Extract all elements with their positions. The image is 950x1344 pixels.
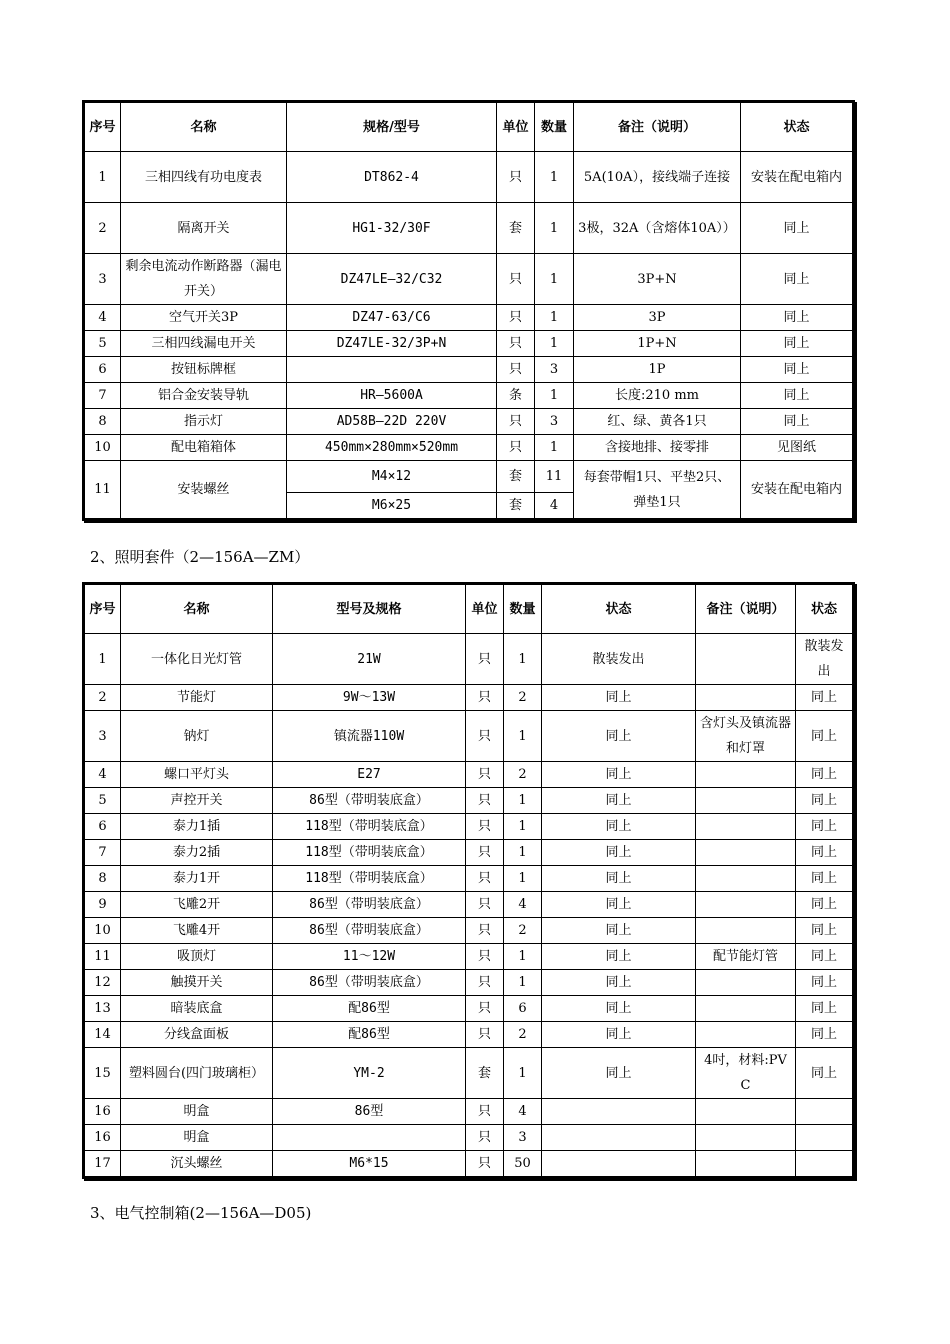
table-row	[84, 634, 854, 685]
table-cell: 1	[535, 435, 574, 461]
table-cell: 86型	[273, 1099, 466, 1125]
materials-table-1	[82, 100, 855, 521]
table-cell: 3	[84, 711, 121, 762]
table-cell: 1	[535, 152, 574, 203]
table-cell: 5	[84, 788, 121, 814]
table-cell: 同上	[542, 762, 696, 788]
table-cell: DZ47LE—32/C32	[287, 254, 497, 305]
table-cell: 86型（带明装底盒）	[273, 970, 466, 996]
table-cell: 长度:210 mm	[574, 383, 741, 409]
table-cell: 只	[497, 409, 535, 435]
table-cell: 三相四线有功电度表	[121, 152, 287, 203]
table-cell: 1	[535, 331, 574, 357]
table-cell: 86型（带明装底盒）	[273, 788, 466, 814]
table-cell	[542, 1151, 696, 1178]
table-cell: 15	[84, 1048, 121, 1099]
table-cell: M6×25	[287, 493, 497, 520]
table-cell: 7	[84, 840, 121, 866]
table-cell: 同上	[796, 762, 854, 788]
table-cell: 同上	[741, 383, 854, 409]
table-cell: 1P	[574, 357, 741, 383]
table-cell: 隔离开关	[121, 203, 287, 254]
table-cell	[273, 1125, 466, 1151]
table-cell: 118型（带明装底盒）	[273, 840, 466, 866]
table-cell: 8	[84, 409, 121, 435]
table-cell: 4	[535, 493, 574, 520]
table-cell: 1	[504, 814, 542, 840]
table-header-row	[84, 102, 854, 152]
table-cell: 明盒	[121, 1125, 273, 1151]
table-cell: 套	[497, 203, 535, 254]
table-cell: 套	[466, 1048, 504, 1099]
table-cell: 铝合金安装导轨	[121, 383, 287, 409]
table-cell: 同上	[542, 685, 696, 711]
table-cell	[696, 892, 796, 918]
table-cell: 同上	[542, 814, 696, 840]
table-row	[84, 409, 854, 435]
table-cell	[696, 762, 796, 788]
table-cell: 5	[84, 331, 121, 357]
table-cell: 配节能灯管	[696, 944, 796, 970]
section-heading-lighting: 2、照明套件（2—156A—ZM）	[90, 548, 310, 566]
table-cell: 只	[497, 357, 535, 383]
table-cell: 同上	[796, 892, 854, 918]
table-cell: 1	[535, 254, 574, 305]
table-cell: 11～12W	[273, 944, 466, 970]
table-cell: 只	[466, 762, 504, 788]
table-body	[84, 152, 854, 520]
table-cell: 1	[504, 1048, 542, 1099]
table-cell: 吸顶灯	[121, 944, 273, 970]
col-header: 状态	[741, 102, 854, 152]
table-row	[84, 788, 854, 814]
table-cell: 3	[535, 357, 574, 383]
table-cell: 配86型	[273, 1022, 466, 1048]
table-cell: 安装在配电箱内	[741, 152, 854, 203]
table-cell: HG1-32/30F	[287, 203, 497, 254]
table-cell: 配86型	[273, 996, 466, 1022]
table-cell: 沉头螺丝	[121, 1151, 273, 1178]
table-cell: 套	[497, 461, 535, 493]
table-cell: 空气开关3P	[121, 305, 287, 331]
table-cell: 同上	[741, 409, 854, 435]
table-cell: 同上	[542, 944, 696, 970]
table-body	[84, 634, 854, 1178]
table-cell: 按钮标牌框	[121, 357, 287, 383]
table-cell	[542, 1125, 696, 1151]
table-cell: 只	[466, 996, 504, 1022]
table-cell: 同上	[542, 1022, 696, 1048]
col-header: 规格/型号	[287, 102, 497, 152]
table-cell: 只	[466, 866, 504, 892]
table-cell: 1	[504, 840, 542, 866]
table-row	[84, 461, 854, 493]
table-row	[84, 152, 854, 203]
table-cell: 1	[535, 305, 574, 331]
table-cell: 1	[504, 711, 542, 762]
table-cell: 4	[504, 1099, 542, 1125]
table-row	[84, 1125, 854, 1151]
table-cell: 只	[497, 305, 535, 331]
table-cell: 3极，32A（含熔体10A））	[574, 203, 741, 254]
table-cell: 4吋，材料:PVC	[696, 1048, 796, 1099]
table-cell: 套	[497, 493, 535, 520]
table-cell: 同上	[796, 866, 854, 892]
table-cell: 11	[84, 944, 121, 970]
table-cell	[542, 1099, 696, 1125]
table-cell: 同上	[542, 866, 696, 892]
table-cell: 安装在配电箱内	[741, 461, 854, 520]
table-cell: 1	[504, 788, 542, 814]
table-cell: 6	[84, 357, 121, 383]
table-cell: 同上	[542, 892, 696, 918]
table-row	[84, 383, 854, 409]
table-cell: 2	[84, 203, 121, 254]
col-header: 数量	[535, 102, 574, 152]
table-cell: 9	[84, 892, 121, 918]
table-cell: 3	[84, 254, 121, 305]
table-row	[84, 918, 854, 944]
table-cell: 同上	[796, 788, 854, 814]
table-cell: 同上	[542, 788, 696, 814]
table-row	[84, 762, 854, 788]
col-header: 单位	[497, 102, 535, 152]
table-cell: 3	[535, 409, 574, 435]
table-cell: 含灯头及镇流器和灯罩	[696, 711, 796, 762]
table-cell	[796, 1099, 854, 1125]
table-cell: 同上	[796, 970, 854, 996]
table-cell: 同上	[542, 1048, 696, 1099]
table-cell: 450mm×280mm×520mm	[287, 435, 497, 461]
table-cell	[696, 918, 796, 944]
table-cell: 1	[504, 634, 542, 685]
table-cell: 条	[497, 383, 535, 409]
table-cell: 只	[466, 711, 504, 762]
table-cell: 声控开关	[121, 788, 273, 814]
table-row	[84, 892, 854, 918]
table-cell: 4	[504, 892, 542, 918]
table-cell: 9W～13W	[273, 685, 466, 711]
table-cell: 只	[497, 331, 535, 357]
table-cell: 118型（带明装底盒）	[273, 866, 466, 892]
table-cell: 螺口平灯头	[121, 762, 273, 788]
table-cell: 1	[84, 634, 121, 685]
table-cell: 三相四线漏电开关	[121, 331, 287, 357]
table-cell: 含接地排、接零排	[574, 435, 741, 461]
table-cell: 同上	[542, 918, 696, 944]
table-row	[84, 840, 854, 866]
table-cell	[696, 1125, 796, 1151]
table-header-row	[84, 584, 854, 634]
table-cell: 同上	[741, 203, 854, 254]
table-cell	[696, 970, 796, 996]
col-header: 备注（说明）	[574, 102, 741, 152]
table-cell: 同上	[741, 254, 854, 305]
table-cell: 1	[535, 383, 574, 409]
table-cell: 安装螺丝	[121, 461, 287, 520]
table-cell: 同上	[796, 685, 854, 711]
table-row	[84, 711, 854, 762]
table-cell: 同上	[741, 331, 854, 357]
table-cell: 同上	[542, 970, 696, 996]
table-cell: 1	[504, 866, 542, 892]
table-cell: DZ47-63/C6	[287, 305, 497, 331]
table-cell: 指示灯	[121, 409, 287, 435]
table-cell: 钠灯	[121, 711, 273, 762]
table-cell	[796, 1125, 854, 1151]
table-cell: 6	[84, 814, 121, 840]
table-cell: 2	[504, 685, 542, 711]
table-cell: 1	[504, 970, 542, 996]
table-cell: 泰力1开	[121, 866, 273, 892]
table-cell: 13	[84, 996, 121, 1022]
table-cell: 16	[84, 1099, 121, 1125]
table-cell: 同上	[741, 305, 854, 331]
table-cell: 红、绿、黄各1只	[574, 409, 741, 435]
table-cell: 同上	[796, 840, 854, 866]
table-cell: 只	[466, 840, 504, 866]
table-cell: 只	[466, 944, 504, 970]
table-cell: 2	[504, 1022, 542, 1048]
table-row	[84, 866, 854, 892]
table-cell: 只	[466, 918, 504, 944]
table-cell: 同上	[796, 1048, 854, 1099]
table-cell: 11	[535, 461, 574, 493]
table-cell: 4	[84, 305, 121, 331]
table-cell	[696, 1022, 796, 1048]
table-cell: 11	[84, 461, 121, 520]
table-cell	[696, 1099, 796, 1125]
table-cell: 节能灯	[121, 685, 273, 711]
table-cell: M4×12	[287, 461, 497, 493]
table-cell: 暗装底盒	[121, 996, 273, 1022]
table-cell: 只	[466, 634, 504, 685]
table-cell: 10	[84, 435, 121, 461]
table-cell: 7	[84, 383, 121, 409]
table-cell: 1	[84, 152, 121, 203]
table-cell: 一体化日光灯管	[121, 634, 273, 685]
table-cell	[696, 996, 796, 1022]
table-row	[84, 814, 854, 840]
table-cell: 3	[504, 1125, 542, 1151]
table-cell: 塑料圆台(四门玻璃柜）	[121, 1048, 273, 1099]
table-cell	[696, 788, 796, 814]
table-cell: 3P	[574, 305, 741, 331]
table-cell: 同上	[796, 711, 854, 762]
table-cell: 10	[84, 918, 121, 944]
table-row	[84, 1099, 854, 1125]
table-row	[84, 254, 854, 305]
col-header: 状态	[796, 584, 854, 634]
table-cell: 只	[497, 435, 535, 461]
table-cell: 只	[466, 1099, 504, 1125]
table-cell: 86型（带明装底盒）	[273, 892, 466, 918]
table-cell	[796, 1151, 854, 1178]
table-cell: 2	[504, 918, 542, 944]
table-cell: DZ47LE-32/3P+N	[287, 331, 497, 357]
table-cell: 16	[84, 1125, 121, 1151]
table-cell	[287, 357, 497, 383]
table-cell: 只	[497, 254, 535, 305]
table-cell	[696, 814, 796, 840]
table-cell: 每套带帽1只、平垫2只、弹垫1只	[574, 461, 741, 520]
table-cell: 配电箱箱体	[121, 435, 287, 461]
table-row	[84, 1151, 854, 1178]
table-cell: 21W	[273, 634, 466, 685]
table-cell: DT862-4	[287, 152, 497, 203]
table-row	[84, 305, 854, 331]
table-cell: 触摸开关	[121, 970, 273, 996]
col-header: 数量	[504, 584, 542, 634]
table-cell: 明盒	[121, 1099, 273, 1125]
section-heading-control-box: 3、电气控制箱(2—156A—D05)	[90, 1204, 312, 1222]
table-row	[84, 435, 854, 461]
table-cell: 12	[84, 970, 121, 996]
col-header: 序号	[84, 584, 121, 634]
table-row	[84, 331, 854, 357]
table-cell: 泰力2插	[121, 840, 273, 866]
col-header: 型号及规格	[273, 584, 466, 634]
table-cell: 只	[466, 814, 504, 840]
col-header: 名称	[121, 584, 273, 634]
table-row	[84, 944, 854, 970]
table-cell: M6*15	[273, 1151, 466, 1178]
table-cell: 飞雕4开	[121, 918, 273, 944]
table-cell: 同上	[796, 814, 854, 840]
table-cell: 只	[466, 1022, 504, 1048]
table-cell: 50	[504, 1151, 542, 1178]
table-cell	[696, 685, 796, 711]
table-cell: 同上	[542, 996, 696, 1022]
table-cell	[696, 866, 796, 892]
table-cell: 4	[84, 762, 121, 788]
table-row	[84, 970, 854, 996]
table-cell: 1	[535, 203, 574, 254]
table-cell: 同上	[796, 996, 854, 1022]
table-cell: 泰力1插	[121, 814, 273, 840]
col-header: 名称	[121, 102, 287, 152]
materials-table-2	[82, 582, 855, 1179]
table-cell: 17	[84, 1151, 121, 1178]
table-cell: 同上	[796, 944, 854, 970]
table-cell: 6	[504, 996, 542, 1022]
table-cell: 镇流器110W	[273, 711, 466, 762]
col-header: 备注（说明）	[696, 584, 796, 634]
table-cell	[696, 840, 796, 866]
table-row	[84, 1048, 854, 1099]
table-cell: 3P+N	[574, 254, 741, 305]
table-cell: 同上	[741, 357, 854, 383]
table-cell: 8	[84, 866, 121, 892]
table-cell: 飞雕2开	[121, 892, 273, 918]
table-cell: 同上	[796, 918, 854, 944]
table-cell: 5A(10A），接线端子连接	[574, 152, 741, 203]
table-row	[84, 996, 854, 1022]
table-cell: 只	[466, 970, 504, 996]
table-cell: 1	[504, 944, 542, 970]
table-cell: 见图纸	[741, 435, 854, 461]
table-cell: 分线盒面板	[121, 1022, 273, 1048]
table-cell: 同上	[542, 711, 696, 762]
table-row	[84, 357, 854, 383]
table-cell	[696, 634, 796, 685]
table-cell: 散装发出	[542, 634, 696, 685]
table-cell: YM-2	[273, 1048, 466, 1099]
table-cell: 86型（带明装底盒）	[273, 918, 466, 944]
table-row	[84, 685, 854, 711]
table-cell: 2	[504, 762, 542, 788]
table-cell: AD58B—22D 220V	[287, 409, 497, 435]
table-cell: 只	[466, 685, 504, 711]
table-cell: 同上	[542, 840, 696, 866]
col-header: 序号	[84, 102, 121, 152]
table-cell: 只	[466, 1125, 504, 1151]
table-row	[84, 203, 854, 254]
table-cell: 剩余电流动作断路器（漏电开关）	[121, 254, 287, 305]
col-header: 单位	[466, 584, 504, 634]
table-cell: 2	[84, 685, 121, 711]
table-cell: HR—5600A	[287, 383, 497, 409]
table-cell: 同上	[796, 1022, 854, 1048]
table-row	[84, 1022, 854, 1048]
table-cell: 14	[84, 1022, 121, 1048]
table-cell: 只	[497, 152, 535, 203]
table-cell: E27	[273, 762, 466, 788]
table-cell: 118型（带明装底盒）	[273, 814, 466, 840]
table-cell: 只	[466, 788, 504, 814]
table-cell: 1P+N	[574, 331, 741, 357]
table-cell: 散装发出	[796, 634, 854, 685]
col-header: 状态	[542, 584, 696, 634]
table-cell: 只	[466, 1151, 504, 1178]
table-cell: 只	[466, 892, 504, 918]
table-cell	[696, 1151, 796, 1178]
